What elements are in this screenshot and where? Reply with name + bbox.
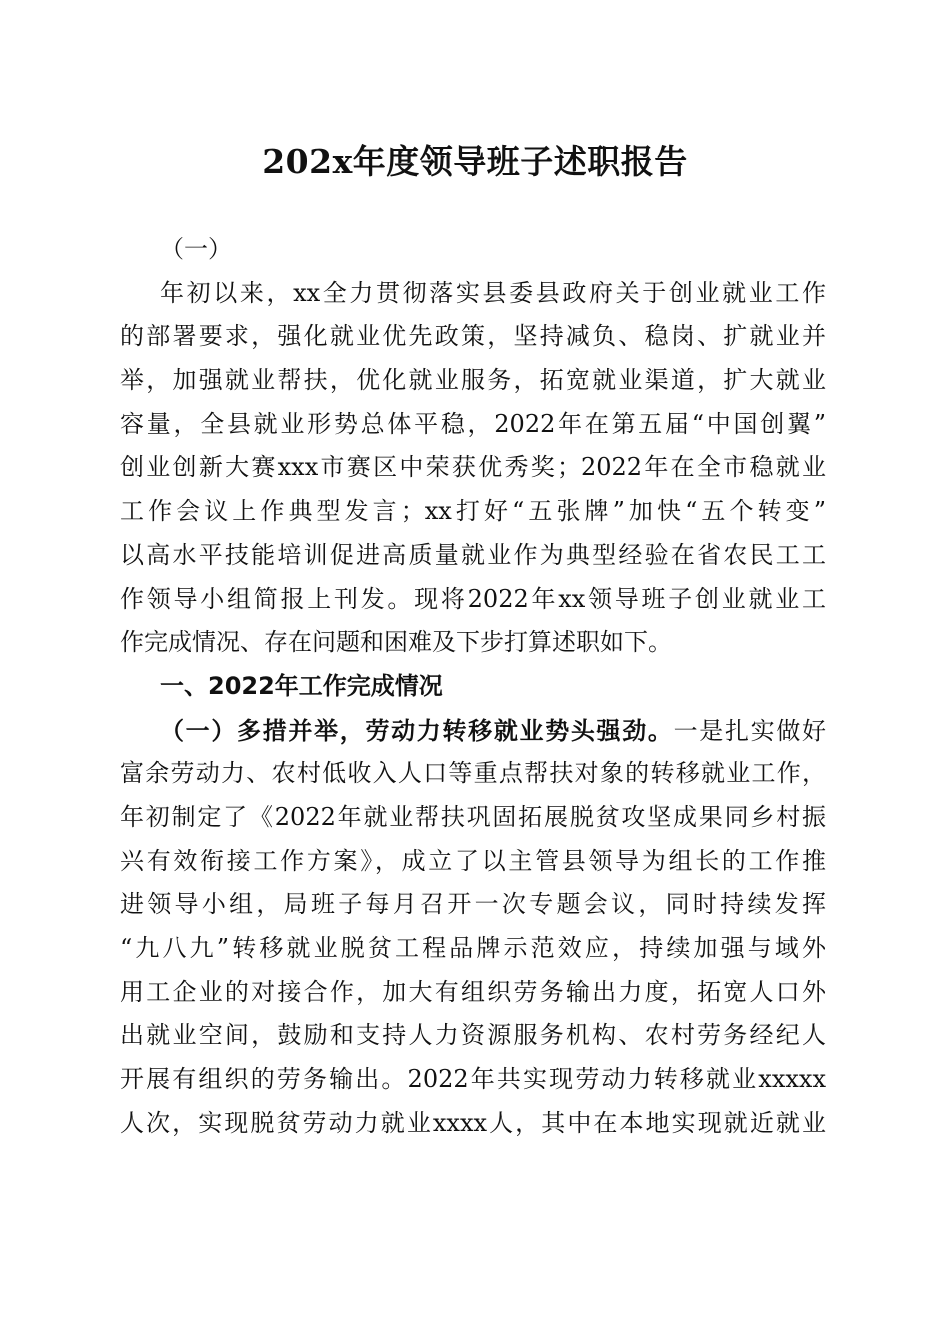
paragraph-line: 进领导小组，局班子每月召开一次专题会议，同时持续发挥 bbox=[120, 890, 826, 919]
paragraph-line: 的部署要求，强化就业优先政策，坚持减负、稳岗、扩就业并 bbox=[120, 322, 826, 351]
paragraph-line: 举，加强就业帮扶，优化就业服务，拓宽就业渠道，扩大就业 bbox=[120, 366, 826, 395]
paragraph-line: 富余劳动力、农村低收入人口等重点帮扶对象的转移就业工作， bbox=[120, 759, 826, 788]
paragraph-line: 用工企业的对接合作，加大有组织劳务输出力度，拓宽人口外 bbox=[120, 977, 826, 1006]
subsection-text: 一是扎实做好 bbox=[673, 716, 827, 745]
paragraph-line: 年初制定了《2022年就业帮扶巩固拓展脱贫攻坚成果同乡村振 bbox=[120, 802, 826, 831]
paragraph-line: 开展有组织的劳务输出。2022年共实现劳动力转移就业xxxxx bbox=[120, 1065, 826, 1094]
paragraph-line: “九八九”转移就业脱贫工程品牌示范效应，持续加强与域外 bbox=[120, 934, 826, 962]
paragraph-line: 年初以来，xx全力贯彻落实县委县政府关于创业就业工作 bbox=[160, 278, 826, 307]
subsection-heading: （一）多措并举，劳动力转移就业势头强劲。 bbox=[160, 715, 674, 745]
paragraph-line: 作领导小组简报上刊发。现将2022年xx领导班子创业就业工 bbox=[120, 584, 826, 613]
document-title: 202x年度领导班子述职报告 bbox=[262, 142, 688, 181]
paragraph-line: 人次，实现脱贫劳动力就业xxxx人，其中在本地实现就近就业 bbox=[120, 1108, 826, 1137]
section-marker: （一） bbox=[160, 235, 232, 263]
subsection-first-line bbox=[120, 709, 826, 753]
paragraph-line: 以高水平技能培训促进高质量就业作为典型经验在省农民工工 bbox=[120, 540, 826, 569]
paragraph-line: 工作会议上作典型发言；xx打好“五张牌”加快“五个转变” bbox=[120, 497, 826, 526]
section-heading: 一、2022年工作完成情况 bbox=[160, 671, 443, 700]
paragraph-line: 容量，全县就业形势总体平稳，2022年在第五届“中国创翼” bbox=[120, 409, 826, 438]
paragraph-line: 创业创新大赛xxx市赛区中荣获优秀奖；2022年在全市稳就业 bbox=[120, 453, 826, 482]
paragraph-line: 作完成情况、存在问题和困难及下步打算述职如下。 bbox=[120, 628, 672, 657]
paragraph-line: 兴有效衔接工作方案》，成立了以主管县领导为组长的工作推 bbox=[120, 846, 826, 875]
paragraph-line: 出就业空间，鼓励和支持人力资源服务机构、农村劳务经纪人 bbox=[120, 1021, 826, 1050]
document-body bbox=[120, 228, 826, 1145]
